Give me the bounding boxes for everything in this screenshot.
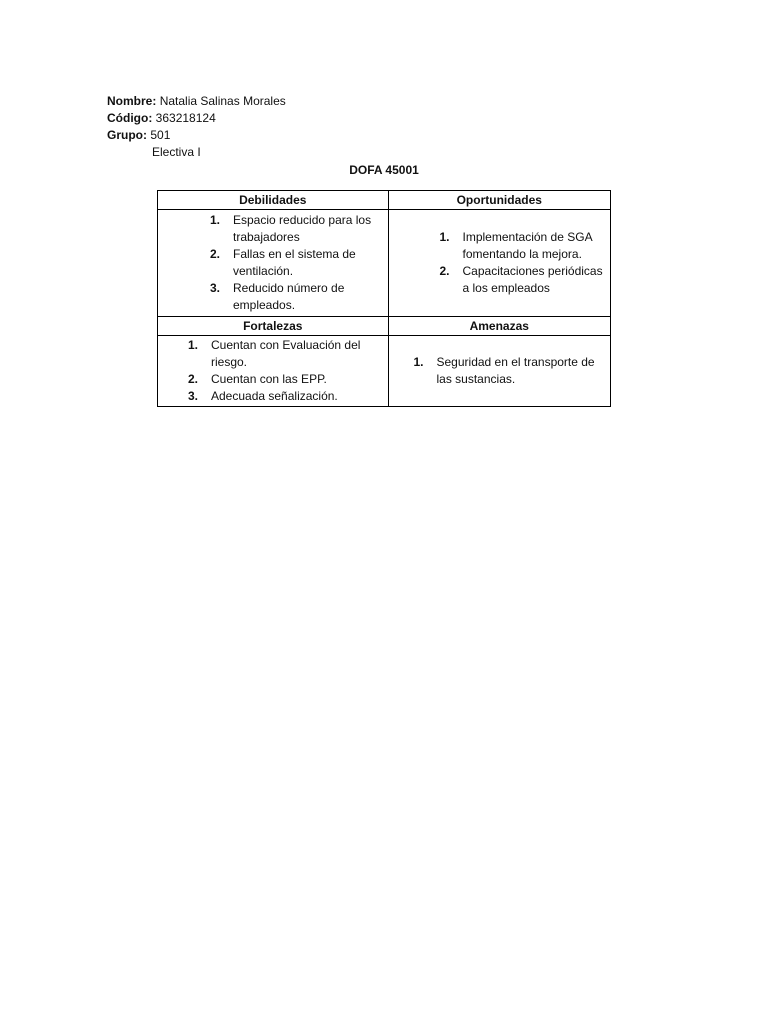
table-row	[158, 336, 611, 407]
fortalezas-list	[188, 337, 375, 405]
debilidades-cell	[158, 210, 389, 317]
name-label: Nombre:	[107, 94, 157, 108]
list-item	[210, 280, 383, 314]
amenazas-list	[413, 354, 609, 388]
student-info	[107, 93, 607, 161]
code-value: 363218124	[155, 111, 216, 125]
fortalezas-cell	[158, 336, 389, 407]
amenazas-heading: Amenazas	[388, 317, 611, 336]
item-number: 3.	[210, 281, 221, 295]
subject-line: Electiva I	[152, 145, 201, 159]
document-title: DOFA 45001	[349, 163, 419, 177]
name-line	[107, 93, 607, 110]
item-text: Cuentan con las EPP.	[211, 372, 327, 386]
list-item	[210, 212, 383, 246]
amenazas-cell	[388, 336, 611, 407]
table-row	[158, 210, 611, 317]
table-header-row	[158, 191, 611, 210]
item-text: Reducido número de empleados.	[233, 281, 345, 312]
list-item	[188, 371, 375, 388]
group-label: Grupo:	[107, 128, 147, 142]
item-number: 1.	[413, 355, 424, 369]
item-text: Implementación de SGA fomentando la mejora.	[462, 230, 592, 261]
item-number: 3.	[188, 389, 199, 403]
item-text: Adecuada señalización.	[211, 389, 338, 403]
item-text: Capacitaciones periódicas a los empleados	[462, 264, 603, 295]
dofa-table	[157, 190, 611, 407]
item-number: 2.	[439, 264, 450, 278]
list-item	[188, 388, 375, 405]
fortalezas-heading: Fortalezas	[158, 317, 389, 336]
item-text: Cuentan con Evaluación del riesgo.	[211, 338, 361, 369]
list-item	[413, 354, 609, 388]
list-item	[439, 263, 609, 297]
item-text: Seguridad en el transporte de las sustancias.	[436, 355, 595, 386]
item-number: 2.	[188, 372, 199, 386]
item-text: Fallas en el sistema de ventilación.	[233, 247, 356, 278]
item-number: 2.	[210, 247, 221, 261]
item-number: 1.	[210, 213, 221, 227]
list-item	[439, 229, 609, 263]
name-value: Natalia Salinas Morales	[159, 94, 286, 108]
debilidades-heading: Debilidades	[158, 191, 389, 210]
list-item	[210, 246, 383, 280]
oportunidades-cell	[388, 210, 611, 317]
list-item	[188, 337, 375, 371]
item-text: Espacio reducido para los trabajadores	[233, 213, 372, 244]
oportunidades-list	[439, 229, 609, 297]
item-number: 1.	[188, 338, 199, 352]
oportunidades-heading: Oportunidades	[388, 191, 611, 210]
code-label: Código:	[107, 111, 153, 125]
table-subheader-row	[158, 317, 611, 336]
group-line	[107, 127, 607, 144]
item-number: 1.	[439, 230, 450, 244]
code-line	[107, 110, 607, 127]
group-value: 501	[150, 128, 171, 142]
debilidades-list	[210, 212, 383, 314]
